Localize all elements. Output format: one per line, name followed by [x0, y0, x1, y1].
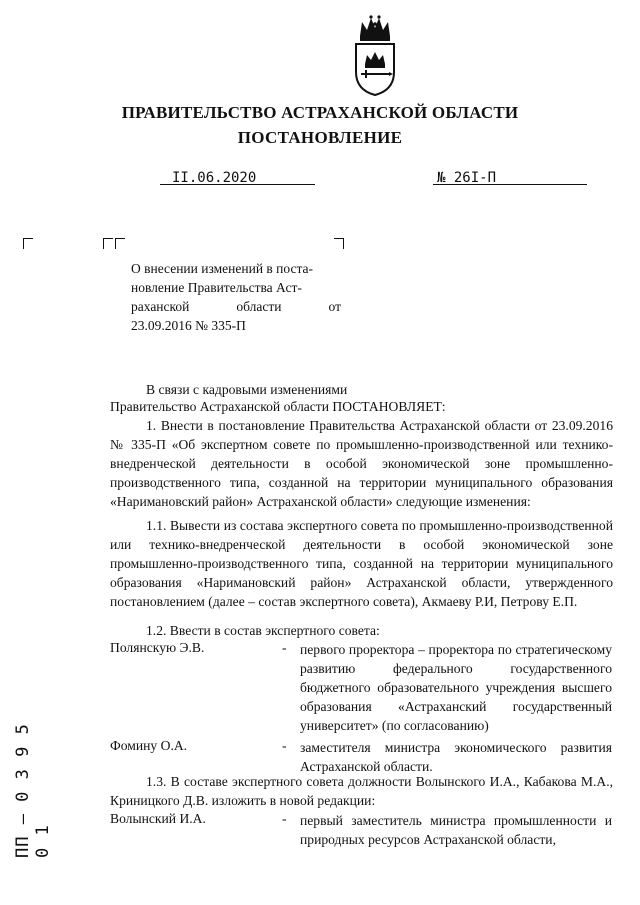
- corner-mark: [23, 238, 33, 249]
- member-dash: -: [282, 811, 287, 826]
- member-dash: -: [282, 640, 287, 655]
- title-line: новление Правительства Аст-: [131, 280, 302, 295]
- corner-mark: [115, 238, 125, 249]
- side-serial-stamp: ПП – 0 3 9 5 0 1: [13, 723, 53, 858]
- corner-mark: [334, 238, 344, 249]
- title-line: раханской области от: [131, 299, 341, 314]
- date-underline: [160, 184, 315, 185]
- organization-name: ПРАВИТЕЛЬСТВО АСТРАХАНСКОЙ ОБЛАСТИ: [121, 103, 519, 122]
- member-name: Фомину О.А.: [110, 738, 188, 753]
- title-line: 23.09.2016 № 335-П: [131, 318, 246, 333]
- number-underline: [433, 184, 587, 185]
- paragraph-1-3: 1.3. В составе экспертного совета должности Волынского И.А., Кабакова М.А., Криницкого Д.В. изложить в новой редакции:: [110, 774, 613, 809]
- member-dash: -: [282, 738, 287, 753]
- member-position: первого проректора – проректора по стратегическому развитию федерального государственного бюджетного образовательного учреждения высшего образования «Астраханский государственный университет» (по согласованию): [300, 642, 612, 733]
- paragraph-1: 1. Внести в постановление Правительства Астраханской области от 23.09.2016 № 335-П «Об экспертном совете по промышленно-производственной или технико-внедренческой деятельности в особой экономической зоне промышленно-производственного типа, созданной на территории муниципального образования «Наримановский район» Астраханской области» следующие изменения:: [110, 418, 613, 510]
- member-position: первый заместитель министра промышленности и природных ресурсов Астраханской области,: [300, 813, 612, 847]
- member-position: заместителя министра экономического развития Астраханской области.: [300, 740, 612, 774]
- title-line: О внесении изменений в поста-: [131, 261, 314, 276]
- corner-mark: [103, 238, 113, 249]
- number-value: 26I-П: [453, 170, 497, 186]
- document-type: ПОСТАНОВЛЕНИЕ: [237, 128, 403, 147]
- document-title: [131, 259, 341, 335]
- document-date: II.06.2020: [172, 170, 257, 186]
- paragraph-1-1: 1.1. Вывести из состава экспертного совета по промышленно-производственной или технико-внедренческой деятельности в особой экономической зоне промышленно-производственного типа, созданной на территории муниципального образования «Наримановский район» Астраханской области, утвержденного постановлением (далее – состав экспертного совета), Акмаеву Р.И, Петрову Е.П.: [110, 518, 613, 610]
- paragraph-1-2: 1.2. Ввести в состав экспертного совета:: [146, 623, 380, 638]
- number-prefix: №: [437, 170, 446, 186]
- intro-resolution: Правительство Астраханской области ПОСТАНОВЛЯЕТ:: [110, 399, 446, 414]
- member-name: Полянскую Э.В.: [110, 640, 205, 655]
- coat-of-arms-emblem: [352, 14, 398, 96]
- member-name: Волынский И.А.: [110, 811, 206, 826]
- intro-line: В связи с кадровыми изменениями: [146, 382, 348, 397]
